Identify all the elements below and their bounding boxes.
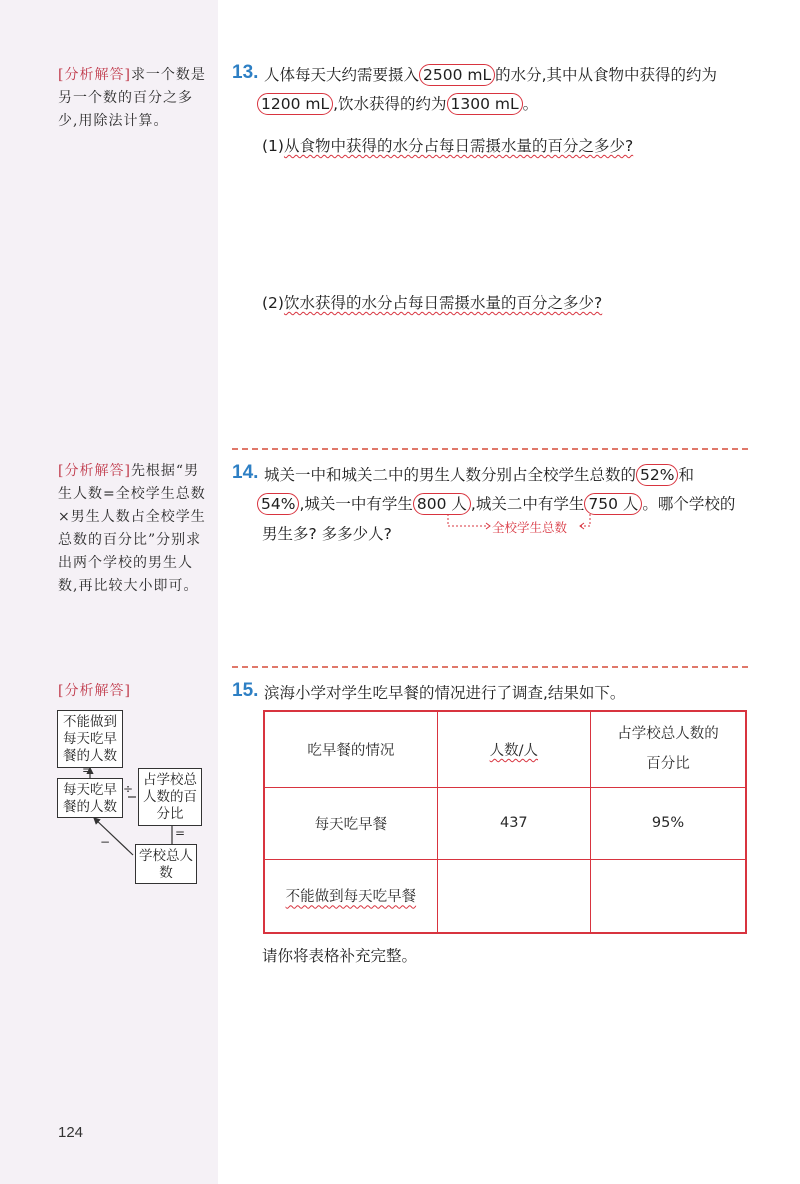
question-13-sub-1 (262, 134, 633, 156)
question-number-15: 15. (232, 680, 259, 701)
q14-circled-52: 52% (636, 464, 678, 486)
table-header-text: 人数/人 (489, 742, 539, 759)
flowchart-op-divide: ÷ (123, 782, 134, 796)
q13-text: 人体每天大约需要摄入 (264, 66, 420, 84)
table-cell-blank[interactable] (590, 859, 746, 933)
table-cell: 95% (590, 787, 746, 859)
table-cell-text: 不能做到每天吃早餐 (285, 889, 417, 906)
q14-text: ,城关一中有学生 (299, 495, 413, 513)
section-divider (232, 666, 748, 668)
q14-text: ,城关二中有学生 (470, 495, 585, 513)
analysis-label: [分析解答] (58, 463, 131, 479)
q13-circled-drink: 1300 mL (447, 93, 523, 115)
q13-text: 。 (522, 95, 539, 113)
table-cell: 437 (437, 787, 590, 859)
question-13-line-1 (264, 63, 717, 86)
section-divider (232, 448, 748, 450)
q14-text: 和 (678, 466, 694, 484)
analysis-text: 求一个数是另一个数的百分之多少,用除法计算。 (58, 67, 206, 129)
table-cell: 每天吃早餐 (264, 787, 437, 859)
flowchart-op-equals: = (82, 763, 93, 777)
flowchart-box-top: 不能做到每天吃早餐的人数 (57, 710, 123, 768)
table-cell-blank[interactable] (437, 859, 590, 933)
question-14-line-1 (264, 463, 694, 486)
q13-text: 的水分,其中从食物中获得的约为 (495, 66, 718, 84)
table-header-cell: 吃早餐的情况 (264, 711, 437, 787)
question-number-13: 13. (232, 62, 259, 83)
sub-question-prefix: (1) (262, 137, 284, 155)
annotation-total-students: 全校学生总数 (492, 520, 568, 535)
table-header-row (264, 711, 746, 787)
flowchart-box-bottom: 学校总人数 (135, 844, 197, 884)
analysis-text: 先根据“男生人数=全校学生总数×男生人数占全校学生总数的百分比”分别求出两个学校的男生人数,再比较大小即可。 (58, 463, 206, 594)
flowchart-op-minus: − (100, 835, 111, 849)
question-15-intro: 滨海小学对学生吃早餐的情况进行了调查,结果如下。 (264, 684, 626, 702)
table-header-cell: 占学校总人数的百分比 (590, 711, 746, 787)
flowchart-box-left: 每天吃早餐的人数 (57, 778, 123, 818)
table-row (264, 859, 746, 933)
table-row (264, 787, 746, 859)
q14-text: 。哪个学校的 (642, 495, 736, 513)
question-15-instruction: 请你将表格补充完整。 (262, 947, 418, 965)
question-14-line-3: 男生多? 多多少人? (262, 525, 392, 543)
flowchart-op-equals: = (175, 826, 186, 840)
analysis-label: [分析解答] (58, 683, 131, 699)
sub-question-text: 从食物中获得的水分占每日需摄水量的百分之多少? (283, 137, 634, 155)
q13-circled-food: 1200 mL (257, 93, 333, 115)
q14-circled-54: 54% (257, 493, 299, 515)
page-number: 124 (58, 1124, 84, 1141)
analysis-label: [分析解答] (58, 67, 131, 83)
table-cell (264, 859, 437, 933)
q14-circled-800: 800 人 (413, 493, 471, 515)
sub-question-text: 饮水获得的水分占每日需摄水量的百分之多少? (283, 294, 603, 312)
q14-circled-750: 750 人 (584, 493, 642, 515)
question-number-14: 14. (232, 462, 259, 483)
survey-table (263, 710, 747, 934)
table-header-cell (437, 711, 590, 787)
q13-circled-total: 2500 mL (419, 64, 495, 86)
sub-question-prefix: (2) (262, 294, 284, 312)
q13-text: ,饮水获得的约为 (333, 95, 447, 113)
flowchart-box-right: 占学校总人数的百分比 (138, 768, 202, 826)
question-13-sub-2 (262, 291, 602, 313)
q14-text: 城关一中和城关二中的男生人数分别占全校学生总数的 (264, 466, 637, 484)
question-13-line-2 (257, 92, 538, 115)
